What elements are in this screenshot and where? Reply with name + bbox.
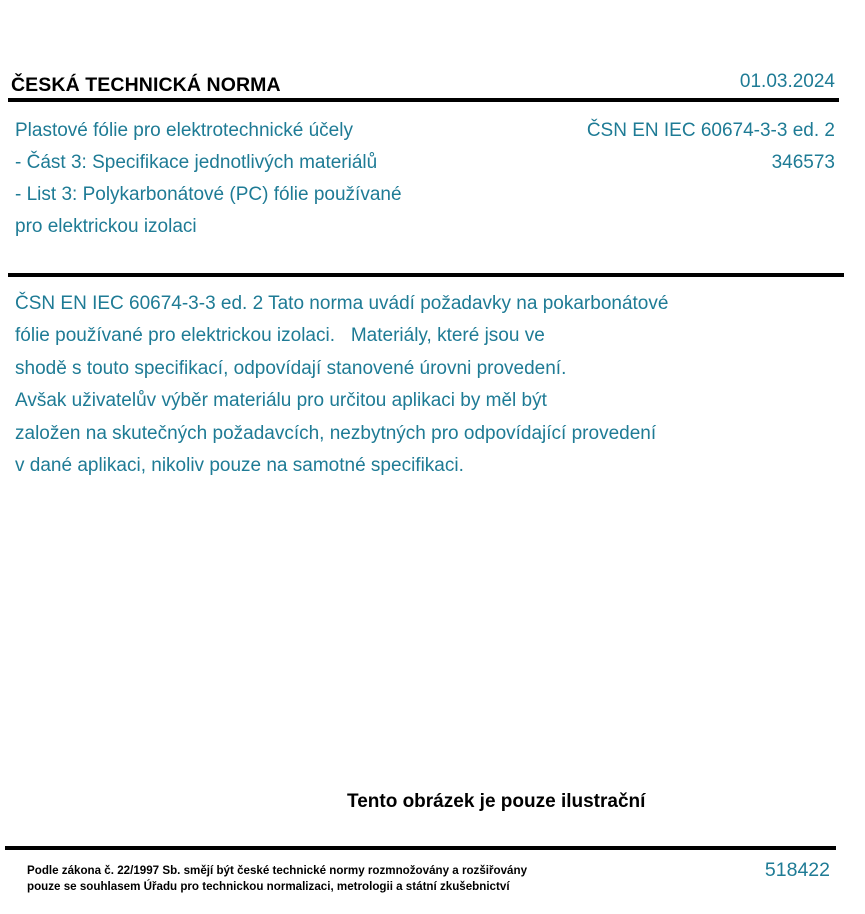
description-line: založen na skutečných požadavcích, nezbytných pro odpovídající provedení (15, 422, 657, 444)
document-title-line: - Část 3: Specifikace jednotlivých materiálů (15, 152, 378, 173)
description-line: Avšak uživatelův výběr materiálu pro určitou aplikaci by měl být (15, 390, 547, 412)
section-divider (8, 273, 844, 277)
legal-notice-line: Podle zákona č. 22/1997 Sb. smějí být české technické normy rozmnožovány a rozšiřovány (27, 864, 528, 877)
illustration-note: Tento obrázek je pouze ilustrační (347, 791, 646, 812)
description-line: v dané aplikaci, nikoliv pouze na samotné specifikaci. (15, 455, 464, 477)
document-title-line: pro elektrickou izolaci (15, 216, 197, 237)
document-title-line: Plastové fólie pro elektrotechnické účely (15, 120, 353, 141)
document-title-line: - List 3: Polykarbonátové (PC) fólie používané (15, 184, 402, 205)
publication-date: 01.03.2024 (739, 71, 835, 92)
legal-notice (27, 863, 527, 894)
description-line: shodě s touto specifikací, odpovídají stanovené úrovni provedení. (15, 357, 567, 379)
standard-identifiers (587, 115, 835, 179)
description (15, 288, 835, 482)
legal-notice-line: pouze se souhlasem Úřadu pro technickou normalizaci, metrologii a státní zkušebnictví (27, 879, 510, 893)
page-title: ČESKÁ TECHNICKÁ NORMA (11, 74, 281, 96)
header-divider (8, 98, 839, 102)
description-line: fólie používané pro elektrickou izolaci. Materiály, které jsou ve (15, 325, 545, 347)
catalog-number: 346573 (771, 152, 835, 173)
document-title (15, 115, 402, 243)
standard-code: ČSN EN IEC 60674-3-3 ed. 2 (586, 120, 835, 141)
footer-number: 518422 (764, 859, 830, 881)
description-line: ČSN EN IEC 60674-3-3 ed. 2 Tato norma uvádí požadavky na pokarbonátové (15, 293, 669, 314)
footer-divider (5, 846, 836, 850)
